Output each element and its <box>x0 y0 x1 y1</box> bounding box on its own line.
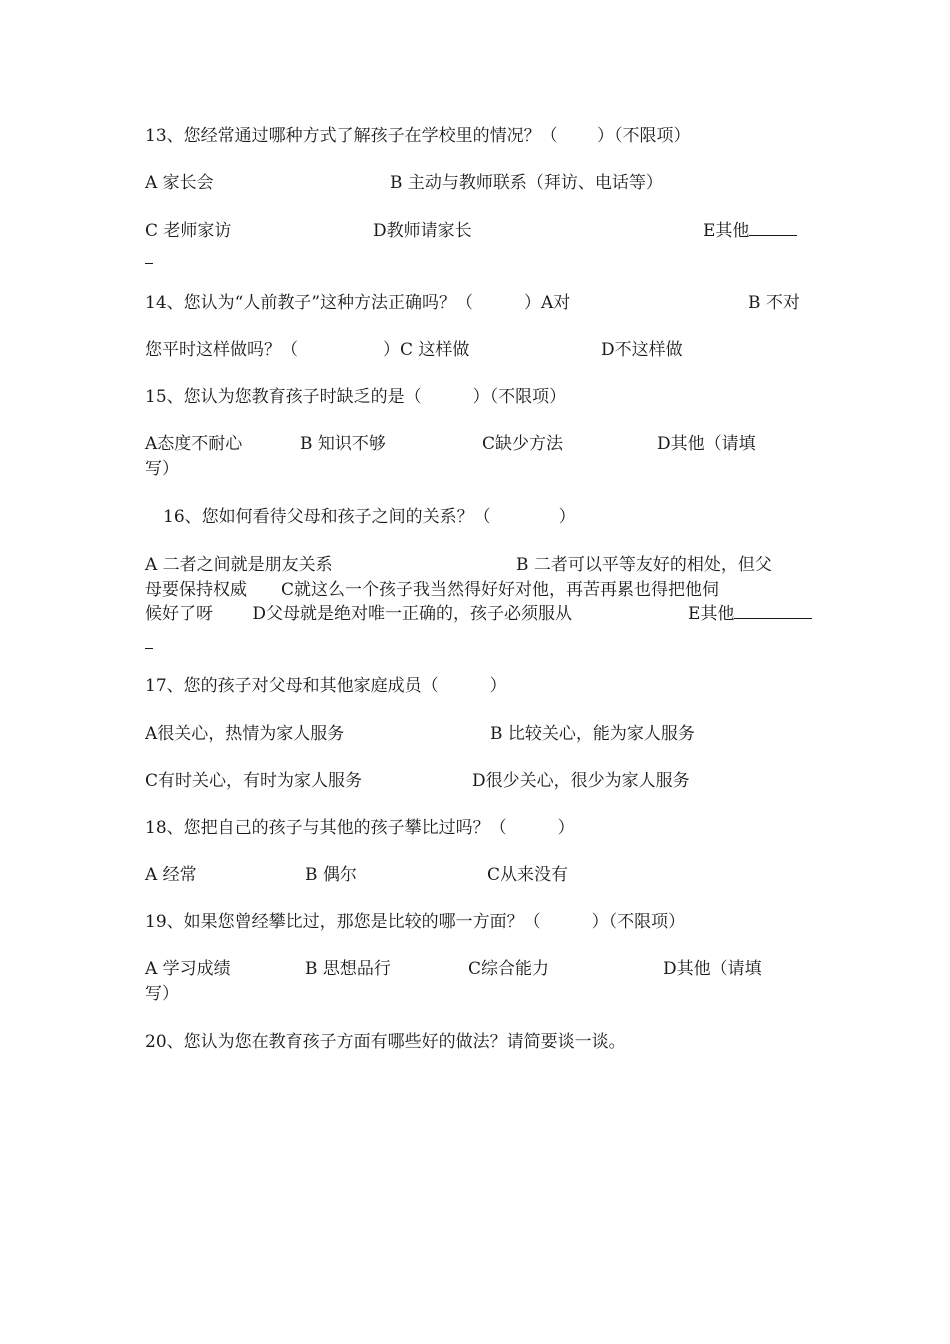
option-e-label: E其他 <box>688 604 735 624</box>
question-17-option-d: D很少关心，很少为家人服务 <box>472 771 690 791</box>
question-14-option-d: D不这样做 <box>601 340 683 360</box>
question-19-option-d-continued: 写） <box>145 984 179 1004</box>
question-19-stem: 19、如果您曾经攀比过，那您是比较的哪一方面？（ ）（不限项） <box>145 912 686 932</box>
question-15-option-a: A态度不耐心 <box>145 434 243 454</box>
question-16-option-e <box>688 602 812 626</box>
question-16-option-a: A 二者之间就是朋友关系 <box>145 555 333 575</box>
question-18-option-a: A 经常 <box>145 865 197 885</box>
blank-continuation <box>145 648 153 649</box>
question-16-options-line-3: 候好了呀 D父母就是绝对唯一正确的，孩子必须服从 <box>145 604 573 624</box>
question-16-options-line-2: 母要保持权威 C就这么一个孩子我当然得好好对他，再苦再累也得把他伺 <box>145 580 720 600</box>
question-14-option-b: B 不对 <box>748 293 800 313</box>
question-13-option-c: C 老师家访 <box>145 221 232 241</box>
question-17-stem: 17、您的孩子对父母和其他家庭成员（ ） <box>145 676 507 696</box>
option-e-label: E其他 <box>703 221 750 241</box>
question-15-option-d: D其他（请填 <box>657 434 756 454</box>
question-13-option-e <box>703 219 797 243</box>
question-15-stem: 15、您认为您教育孩子时缺乏的是（ ）（不限项） <box>145 387 567 407</box>
question-13-option-a: A 家长会 <box>145 173 214 193</box>
question-17-option-b: B 比较关心，能为家人服务 <box>490 724 695 744</box>
fill-in-blank <box>734 602 812 619</box>
question-19-option-b: B 思想品行 <box>305 959 391 979</box>
question-18-option-b: B 偶尔 <box>305 865 357 885</box>
question-15-option-d-continued: 写） <box>145 459 179 479</box>
question-19-option-d: D其他（请填 <box>663 959 762 979</box>
question-18-stem: 18、您把自己的孩子与其他的孩子攀比过吗？（ ） <box>145 818 575 838</box>
question-13-stem: 13、您经常通过哪种方式了解孩子在学校里的情况？（ ）（不限项） <box>145 126 691 146</box>
question-15-option-c: C缺少方法 <box>482 434 564 454</box>
question-19-option-a: A 学习成绩 <box>145 959 231 979</box>
question-17-option-c: C有时关心，有时为家人服务 <box>145 771 363 791</box>
question-13-option-b: B 主动与教师联系（拜访、电话等） <box>390 173 663 193</box>
question-15-option-b: B 知识不够 <box>300 434 386 454</box>
question-16-stem: 16、您如何看待父母和孩子之间的关系？（ ） <box>163 507 576 527</box>
fill-in-blank <box>749 219 797 236</box>
question-20-stem: 20、您认为您在教育孩子方面有哪些好的做法？请简要谈一谈。 <box>145 1032 626 1052</box>
question-14-subquestion: 您平时这样做吗？（ ）C 这样做 <box>145 340 470 360</box>
question-18-option-c: C从来没有 <box>487 865 569 885</box>
question-16-option-b: B 二者可以平等友好的相处，但父 <box>516 555 772 575</box>
question-17-option-a: A很关心，热情为家人服务 <box>145 724 345 744</box>
question-14-stem: 14、您认为“人前教子”这种方法正确吗？（ ）A对 <box>145 293 571 313</box>
question-19-option-c: C综合能力 <box>468 959 550 979</box>
question-13-option-d: D教师请家长 <box>373 221 472 241</box>
blank-continuation <box>145 263 153 264</box>
